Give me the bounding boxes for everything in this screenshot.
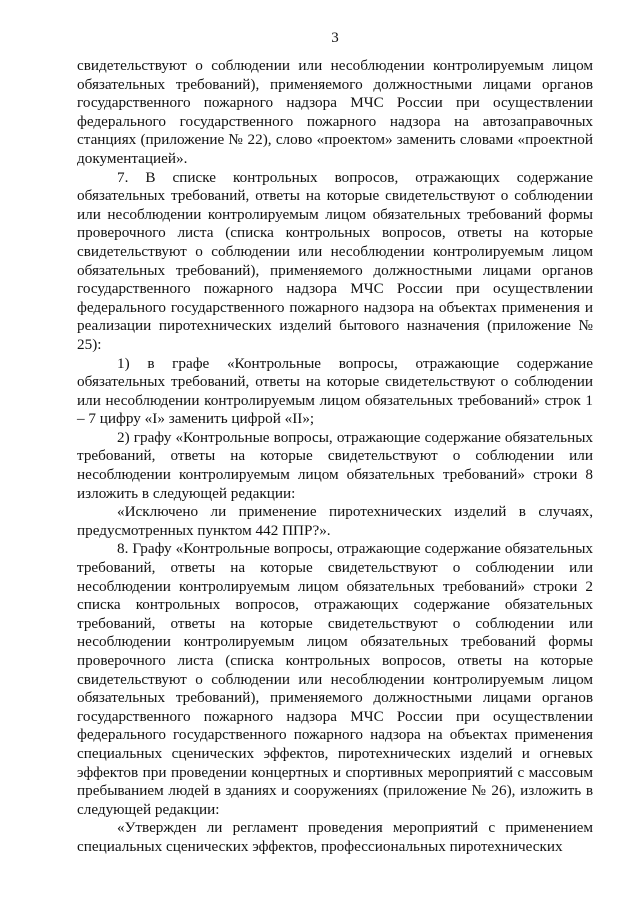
- paragraph-item-8: 8. Графу «Контрольные вопросы, отражающие содержание обязательных требований, ответы на которые свидетельствуют о соблюдении или несоблюдении контролируемым лицом обязательных требований» строки 2 списка контрольных вопросов, отражающих содержание обязательных требований, ответы на которые свидетельствуют о соблюдении или несоблюдении контролируемым лицом обязательных требований формы проверочного листа (списка контрольных вопросов, ответы на которые свидетельствуют о соблюдении или несоблюдении контролируемым лицом обязательных требований), применяемого должностными лицами органов государственного пожарного надзора МЧС России при осуществлении федерального государственного пожарного надзора на объектах применения специальных сценических эффектов, пиротехнических изделий и огневых эффектов при проведении концертных и спортивных мероприятий с массовым пребыванием людей в зданиях и сооружениях (приложение № 26), изложить в следующей редакции:: [77, 540, 593, 818]
- page-number: 3: [331, 30, 339, 46]
- paragraph-quote-2: «Утвержден ли регламент проведения мероприятий с применением специальных сценических эффектов, профессиональных пиротехнических: [77, 819, 593, 855]
- paragraph-item-7: 7. В списке контрольных вопросов, отражающих содержание обязательных требований, ответы на которые свидетельствуют о соблюдении или несоблюдении контролируемым лицом обязательных требований формы проверочного листа (списка контрольных вопросов, ответы на которые свидетельствуют о соблюдении или несоблюдении контролируемым лицом обязательных требований), применяемого должностными лицами органов государственного пожарного надзора МЧС России при осуществлении федерального государственного пожарного надзора на объектах применения и реализации пиротехнических изделий бытового назначения (приложение № 25):: [77, 168, 593, 353]
- paragraph-subitem-2: 2) графу «Контрольные вопросы, отражающие содержание обязательных требований, ответы на которые свидетельствуют о соблюдении или несоблюдении контролируемым лицом обязательных требований» строки 8 изложить в следующей редакции:: [77, 428, 593, 502]
- paragraph-continuation: свидетельствуют о соблюдении или несоблюдении контролируемым лицом обязательных требований), применяемого должностными лицами органов государственного пожарного надзора МЧС России при осуществлении федерального государственного пожарного надзора на автозаправочных станциях (приложение № 22), слово «проектом» заменить словами «проектной документацией».: [77, 57, 593, 167]
- paragraph-quote-1: «Исключено ли применение пиротехнических изделий в случаях, предусмотренных пунктом 442 ППР?».: [77, 503, 593, 539]
- paragraph-subitem-1: 1) в графе «Контрольные вопросы, отражающие содержание обязательных требований, ответы на которые свидетельствуют о соблюдении или несоблюдении контролируемым лицом обязательных требований» строк 1 – 7 цифру «I» заменить цифрой «II»;: [77, 354, 593, 428]
